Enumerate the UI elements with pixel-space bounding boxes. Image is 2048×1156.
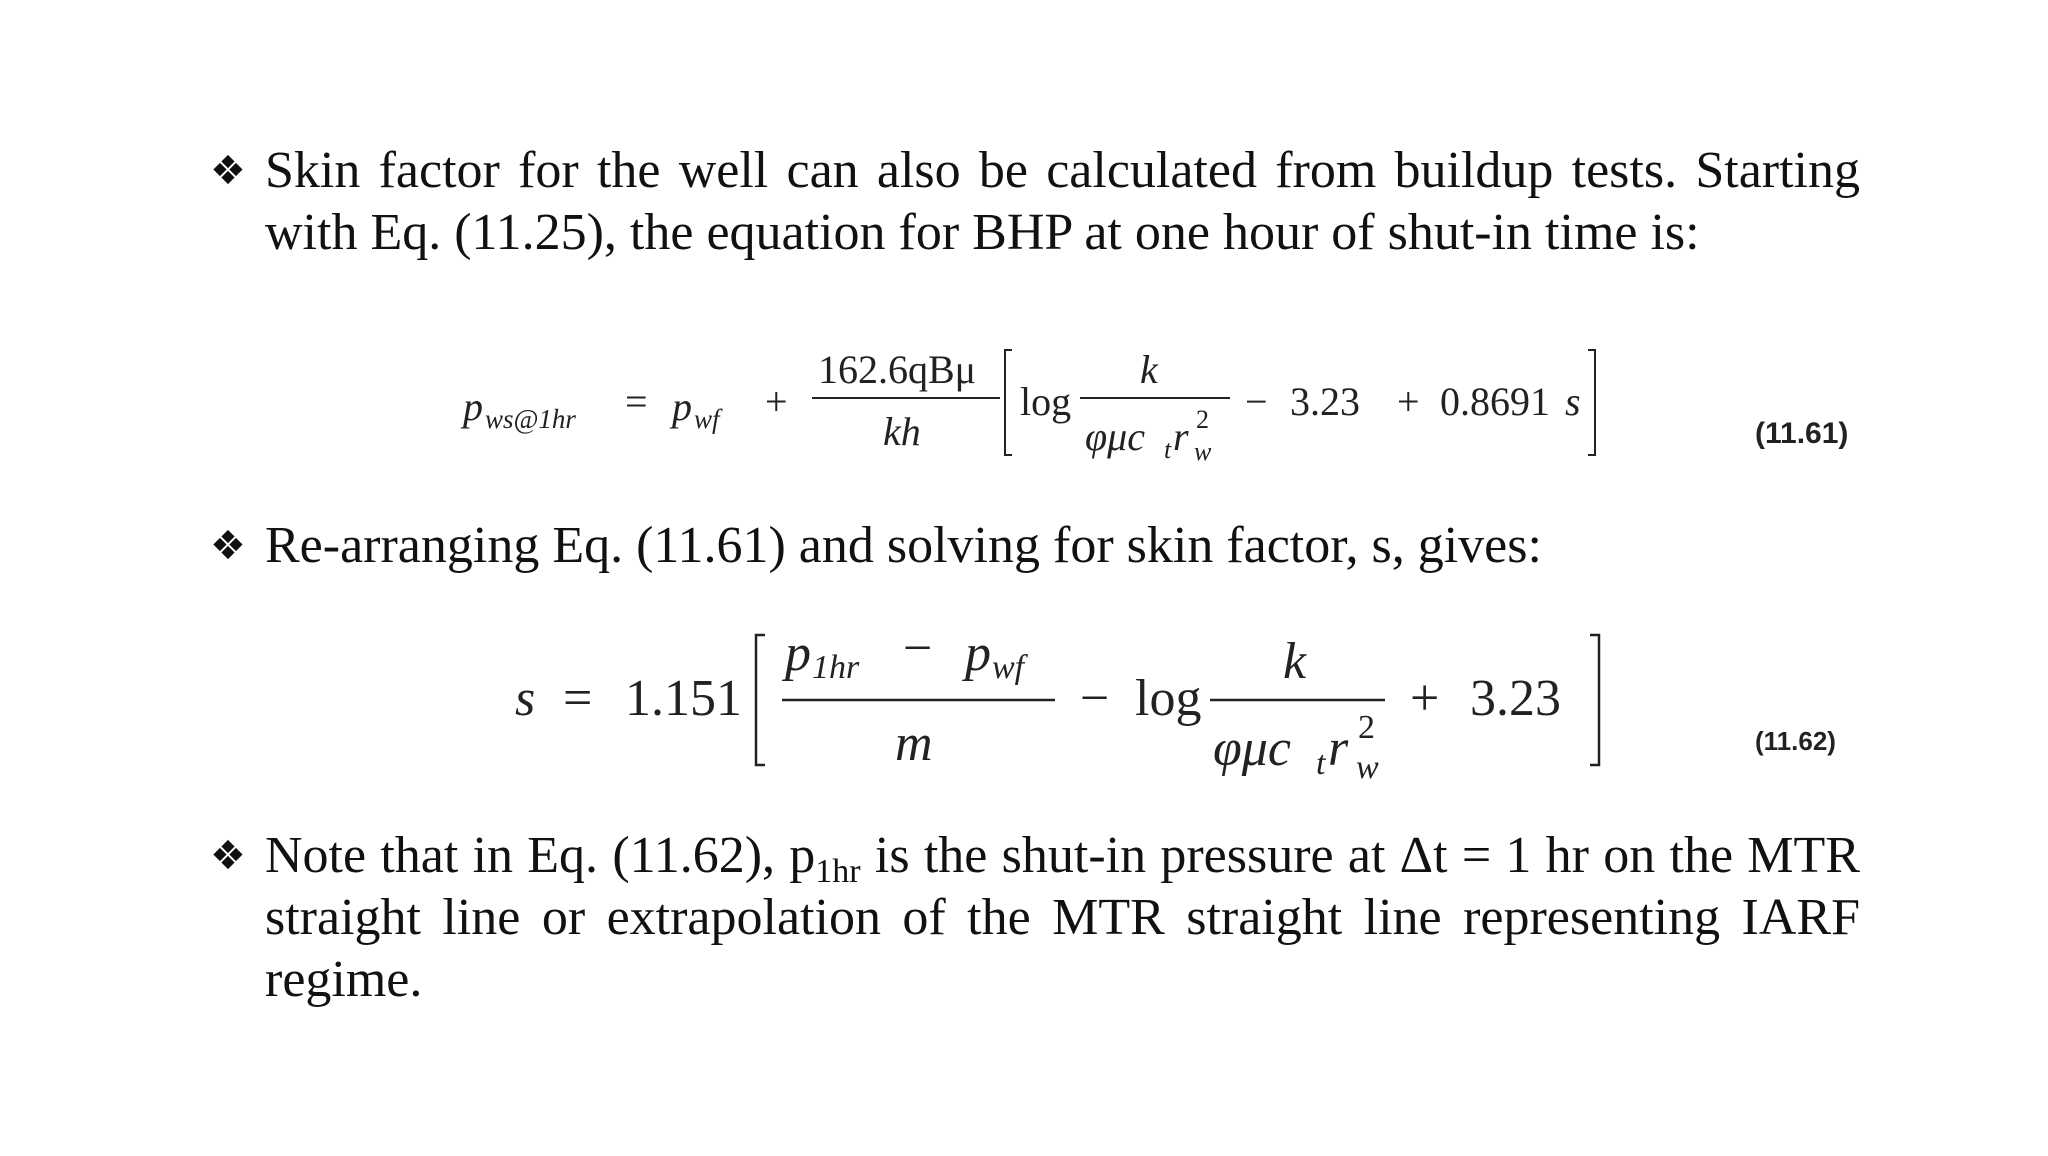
note-text-after: is the shut-in pressure at Δt = 1 hr on the MTR straight line or extrapolation of the MTR straight line representing IARF regime. <box>265 827 1860 1008</box>
bullet-diamond-icon: ❖ <box>210 523 246 569</box>
eq1-s: s <box>1565 379 1581 424</box>
eq1-inner-den-t: t <box>1164 435 1172 464</box>
eq1-inner-den-sup: 2 <box>1196 405 1209 434</box>
eq1-plus2: + <box>1397 379 1420 424</box>
bullet-text: Re-arranging Eq. (11.61) and solving for skin factor, s, gives: <box>265 517 1542 574</box>
equation-11-61 <box>460 347 1848 466</box>
eq1-inner-num: k <box>1140 347 1158 392</box>
eq2-minus: − <box>1080 670 1110 727</box>
eq2-den: m <box>895 715 933 772</box>
eq1-inner-den: φμc <box>1085 414 1145 459</box>
eq2-equals: = <box>563 670 593 727</box>
bullet-text: Skin factor for the well can also be calculated from buildup tests. Starting with Eq. (11.25), the equation for BHP at one hour of shut-in time is: <box>265 142 1860 261</box>
eq2-num-minus: − <box>903 620 933 677</box>
eq2-num-pwf-sub: wf <box>992 649 1025 686</box>
eq2-inner-den-w: w <box>1356 749 1379 786</box>
eq1-right-bracket <box>1588 350 1595 455</box>
eq1-inner-den-w: w <box>1194 437 1212 466</box>
eq2-inner-den-sup: 2 <box>1358 709 1375 746</box>
eq1-pwf: p <box>672 384 692 429</box>
eq2-num-p-sub: 1hr <box>812 649 860 686</box>
bullet-rearranging <box>210 515 1860 577</box>
eq2-c1: 3.23 <box>1470 670 1561 727</box>
eq1-log: log <box>1020 379 1072 424</box>
eq2-right-bracket <box>1590 635 1599 765</box>
bullet-note <box>210 825 1860 1011</box>
bullet-skin-factor-intro <box>210 140 1860 264</box>
eq1-c2: 0.8691 <box>1440 379 1550 424</box>
bullet-diamond-icon: ❖ <box>210 833 246 879</box>
eq2-coef: 1.151 <box>625 670 742 727</box>
eq1-plus: + <box>765 379 788 424</box>
eq1-left-bracket <box>1005 350 1012 455</box>
note-subscript: 1hr <box>815 853 861 890</box>
eq2-s: s <box>515 670 536 727</box>
eq1-frac-den: kh <box>883 409 921 454</box>
eq2-inner-den-t: t <box>1316 745 1326 782</box>
eq2-num-p: p <box>785 625 811 682</box>
eq1-equals: = <box>625 379 648 424</box>
eq1-frac-num: 162.6qBμ <box>818 347 977 392</box>
eq2-inner-num: k <box>1283 633 1307 690</box>
eq1-minus: − <box>1245 379 1268 424</box>
note-text-before: Note that in Eq. (11.62), p <box>265 827 816 884</box>
eq1-pwf-sub: wf <box>694 404 720 434</box>
eq1-c1: 3.23 <box>1290 379 1360 424</box>
eq2-inner-den: φμc <box>1213 720 1291 777</box>
eq1-lhs: p <box>463 384 483 429</box>
bullet-text <box>265 825 1860 1011</box>
eq2-left-bracket <box>756 635 765 765</box>
eq2-inner-den-r: r <box>1328 720 1349 777</box>
eq1-lhs-sub: ws@1hr <box>485 404 576 434</box>
equation-11-62 <box>515 620 1836 786</box>
eq1-number: (11.61) <box>1755 417 1849 450</box>
eq1-inner-den-r: r <box>1173 414 1189 459</box>
bullet-diamond-icon: ❖ <box>210 148 246 194</box>
eq2-num-pwf: p <box>965 625 991 682</box>
eq2-plus: + <box>1410 670 1440 727</box>
eq2-number: (11.62) <box>1755 726 1836 756</box>
eq2-log: log <box>1135 670 1202 727</box>
